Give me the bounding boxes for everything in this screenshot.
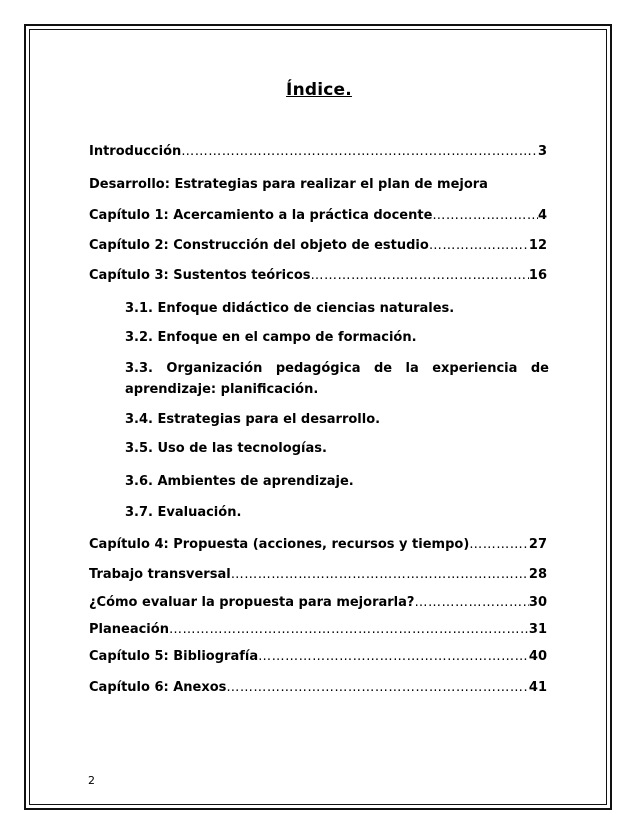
toc-page-number: 28 bbox=[528, 567, 547, 582]
toc-entry-trabajo-transversal[interactable] bbox=[89, 566, 547, 584]
toc-leader-dots bbox=[226, 679, 528, 697]
toc-subitem[interactable]: 3.4. Estrategias para el desarrollo. bbox=[125, 412, 381, 427]
toc-subitem-continuation[interactable]: aprendizaje: planificación. bbox=[125, 382, 319, 397]
toc-entry-label: Capítulo 2: Construcción del objeto de estudio bbox=[89, 238, 429, 253]
toc-page-number: 16 bbox=[528, 268, 547, 283]
toc-page-number: 4 bbox=[537, 208, 547, 223]
toc-entry-label: Desarrollo: Estrategias para realizar el plan de mejora bbox=[89, 177, 488, 192]
toc-leader-dots bbox=[429, 237, 529, 255]
toc-entry-desarrollo[interactable] bbox=[89, 176, 547, 194]
toc-entry-label: Capítulo 1: Acercamiento a la práctica docente bbox=[89, 208, 433, 223]
toc-leader-dots bbox=[231, 566, 529, 584]
toc-leader-dots bbox=[169, 621, 529, 639]
toc-subitem[interactable]: 3.6. Ambientes de aprendizaje. bbox=[125, 474, 354, 489]
toc-leader-dots bbox=[181, 143, 538, 161]
toc-page-number: 30 bbox=[528, 595, 547, 610]
page-number: 2 bbox=[88, 774, 95, 787]
toc-subitem[interactable]: 3.3. Organización pedagógica de la experiencia de bbox=[125, 361, 549, 376]
toc-entry-capitulo-5[interactable] bbox=[89, 648, 547, 666]
toc-page-number: 31 bbox=[528, 622, 547, 637]
toc-entry-planeacion[interactable] bbox=[89, 621, 547, 639]
toc-leader-dots bbox=[310, 267, 528, 285]
toc-leader-dots bbox=[469, 536, 529, 554]
toc-entry-capitulo-6[interactable] bbox=[89, 679, 547, 697]
toc-entry-como-evaluar[interactable] bbox=[89, 594, 547, 612]
toc-entry-label: Capítulo 4: Propuesta (acciones, recursos y tiempo) bbox=[89, 537, 470, 552]
toc-entry-introduccion[interactable] bbox=[89, 143, 547, 161]
toc-entry-capitulo-3[interactable] bbox=[89, 267, 547, 285]
index-title: Índice. bbox=[286, 80, 352, 100]
toc-subitem[interactable]: 3.2. Enfoque en el campo de formación. bbox=[125, 330, 417, 345]
toc-leader-dots bbox=[432, 207, 538, 225]
toc-leader-dots bbox=[414, 594, 528, 612]
toc-leader-dots bbox=[258, 648, 529, 666]
toc-entry-capitulo-1[interactable] bbox=[89, 207, 547, 225]
toc-subitem[interactable]: 3.1. Enfoque didáctico de ciencias naturales. bbox=[125, 301, 455, 316]
toc-page-number: 27 bbox=[528, 537, 547, 552]
toc-entry-label: Planeación bbox=[89, 622, 169, 637]
toc-page-number: 3 bbox=[537, 144, 547, 159]
toc-subitem[interactable]: 3.7. Evaluación. bbox=[125, 505, 242, 520]
toc-entry-label: Capítulo 5: Bibliografía bbox=[89, 649, 259, 664]
toc-entry-capitulo-2[interactable] bbox=[89, 237, 547, 255]
toc-entry-capitulo-4[interactable] bbox=[89, 536, 547, 554]
toc-entry-label: Trabajo transversal bbox=[89, 567, 231, 582]
toc-entry-label: Capítulo 3: Sustentos teóricos bbox=[89, 268, 311, 283]
toc-entry-label: ¿Cómo evaluar la propuesta para mejorarla? bbox=[89, 595, 415, 610]
toc-page-number: 12 bbox=[528, 238, 547, 253]
toc-page-number: 40 bbox=[528, 649, 547, 664]
toc-entry-label: Capítulo 6: Anexos bbox=[89, 680, 227, 695]
toc-page-number: 41 bbox=[528, 680, 547, 695]
toc-entry-label: Introducción bbox=[89, 144, 182, 159]
toc-subitem[interactable]: 3.5. Uso de las tecnologías. bbox=[125, 441, 327, 456]
